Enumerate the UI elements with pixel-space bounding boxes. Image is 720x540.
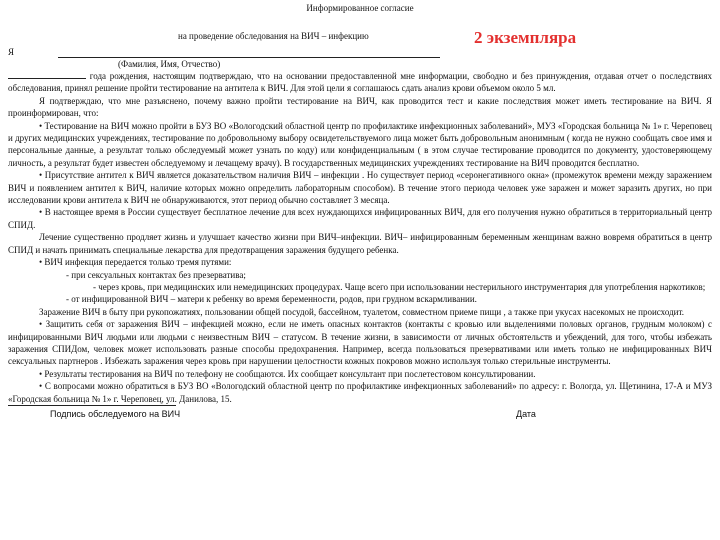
document-title: Информированное согласие [306,3,414,13]
bullet-contacts: • С вопросами можно обратиться в БУЗ ВО «Вологодский областной центр по профилактике инфекционных заболеваний» по адресу: г. Вологда, ул. Щетинина, 17-А и МУЗ «Городская больница № 1» г. Череповец, ул. Данилова, 15. [8,381,712,404]
birth-year-blank-line [8,70,86,79]
bullet-antibodies: • Присутствие антител к ВИЧ является доказательством наличия ВИЧ – инфекции . Но существует период «серонегативного окна» (промежуток времени между заражением ВИЧ и появлением антител к ВИЧ, наличие которых можно определить лабораторным способом). В течение этого периода человек уже заражен и может заразить других, но при исследовании крови антитела к ВИЧ не обнаруживаются, этот период обычно составляет 3 месяца. [8,170,712,206]
name-prefix: Я [8,47,15,57]
paragraph-birth-year [8,70,712,95]
date-label: Дата [516,408,536,419]
signature-row [8,407,712,423]
bullet-transmission: • ВИЧ инфекция передается только тремя путями: [39,257,232,268]
name-blank-line [58,57,440,58]
copies-count-label: 2 экземпляра [474,28,577,47]
subtitle-row [8,14,712,46]
paragraph-text: года рождения, настоящим подтверждаю, что на основании предоставленной мне информации, свободно и без принуждения, отдавая отчет о последствиях обследования, принял решение пройти тестирование на антитела к ВИЧ. Для этой цели я соглашаюсь сдать анализ крови объемом около 5 мл. [8,71,713,94]
transmission-route-sexual: - при сексуальных контактах без презерватива; [66,269,246,280]
paragraph-household: Заражение ВИЧ в быту при рукопожатиях, пользовании общей посудой, бассейном, туалетом, совместном приеме пищи , а также при укусах насекомых не происходит. [39,306,684,317]
paragraph-confirmation: Я подтверждаю, что мне разъяснено, почему важно пройти тестирование на ВИЧ, как проводится тест и какие последствия может иметь тестирование на ВИЧ. Я проинформирован, что: [8,95,712,119]
signature-label: Подпись обследуемого на ВИЧ [50,408,181,419]
bullet-protection: • Защитить себя от заражения ВИЧ – инфекцией можно, если не иметь опасных контактов (контакты с кровью или выделениями половых органов, грудным молоком) с инфицированными ВИЧ людьми или людьми с неизвестным ВИЧ – статусом. В течение жизни, в зависимости от личных обстоятельств и убеждений, для того, чтобы избежать заражения СПИДом, человек может использовать разные способы предохранения. Например, всегда пользоваться презервативами или иметь только не инфицированных ВИЧ сексуальных партнеров . Избежать заражения через кровь при нарушении целостности кожных покровов можно используя только стерильные инструменты. [8,319,712,367]
name-caption: (Фамилия, Имя, Отчество) [118,59,221,69]
bullet-results: • Результаты тестирования на ВИЧ по телефону не сообщаются. Их сообщает консультант при послетестовом консультировании. [39,368,536,379]
bullet-testing-places: • Тестирование на ВИЧ можно пройти в БУЗ ВО «Вологодский областной центр по профилактике инфекционных заболеваний», МУЗ «Городская больница № 1» г. Череповец и других медицинских учреждениях, тестирование по добровольному выбору освидетельствуемого лица может быть добровольным анонимным ( когда не нужно сообщать свое имя и персональные данные, а результат только обследуемый может узнать по коду) или конфиденциальным ( в этом случае тестирование проводится по документу, удостоверяющему личность, а результат будет известен обследуемому и лечащему врачу). В государственных медицинских учреждениях тестирование на ВИЧ проводится бесплатно. [8,120,712,168]
name-line [8,46,712,58]
bullet-treatment: • В настоящее время в России существует бесплатное лечение для всех нуждающихся инфицированных ВИЧ, для его получения нужно обратиться в территориальный центр СПИД. [8,207,712,230]
paragraph-treatment-benefits: Лечение существенно продляет жизнь и улучшает качество жизни при ВИЧ–инфекции. ВИЧ– инфицированным беременным женщинам важно вовремя обратиться в центр СПИД и начать принимать специальные лекарства для предотвращения заражения будущего ребенка. [8,232,712,255]
transmission-route-mother-child: - от инфицированной ВИЧ – матери к ребенку во время беременности, родов, при грудном вскармливании. [66,294,477,305]
transmission-route-blood: - через кровь, при медицинских или немедицинских процедурах. Чаще всего при использовании нестерильного инструментария для употребления наркотиков; [93,281,706,292]
document-subtitle: на проведение обследования на ВИЧ – инфекцию [178,31,369,41]
